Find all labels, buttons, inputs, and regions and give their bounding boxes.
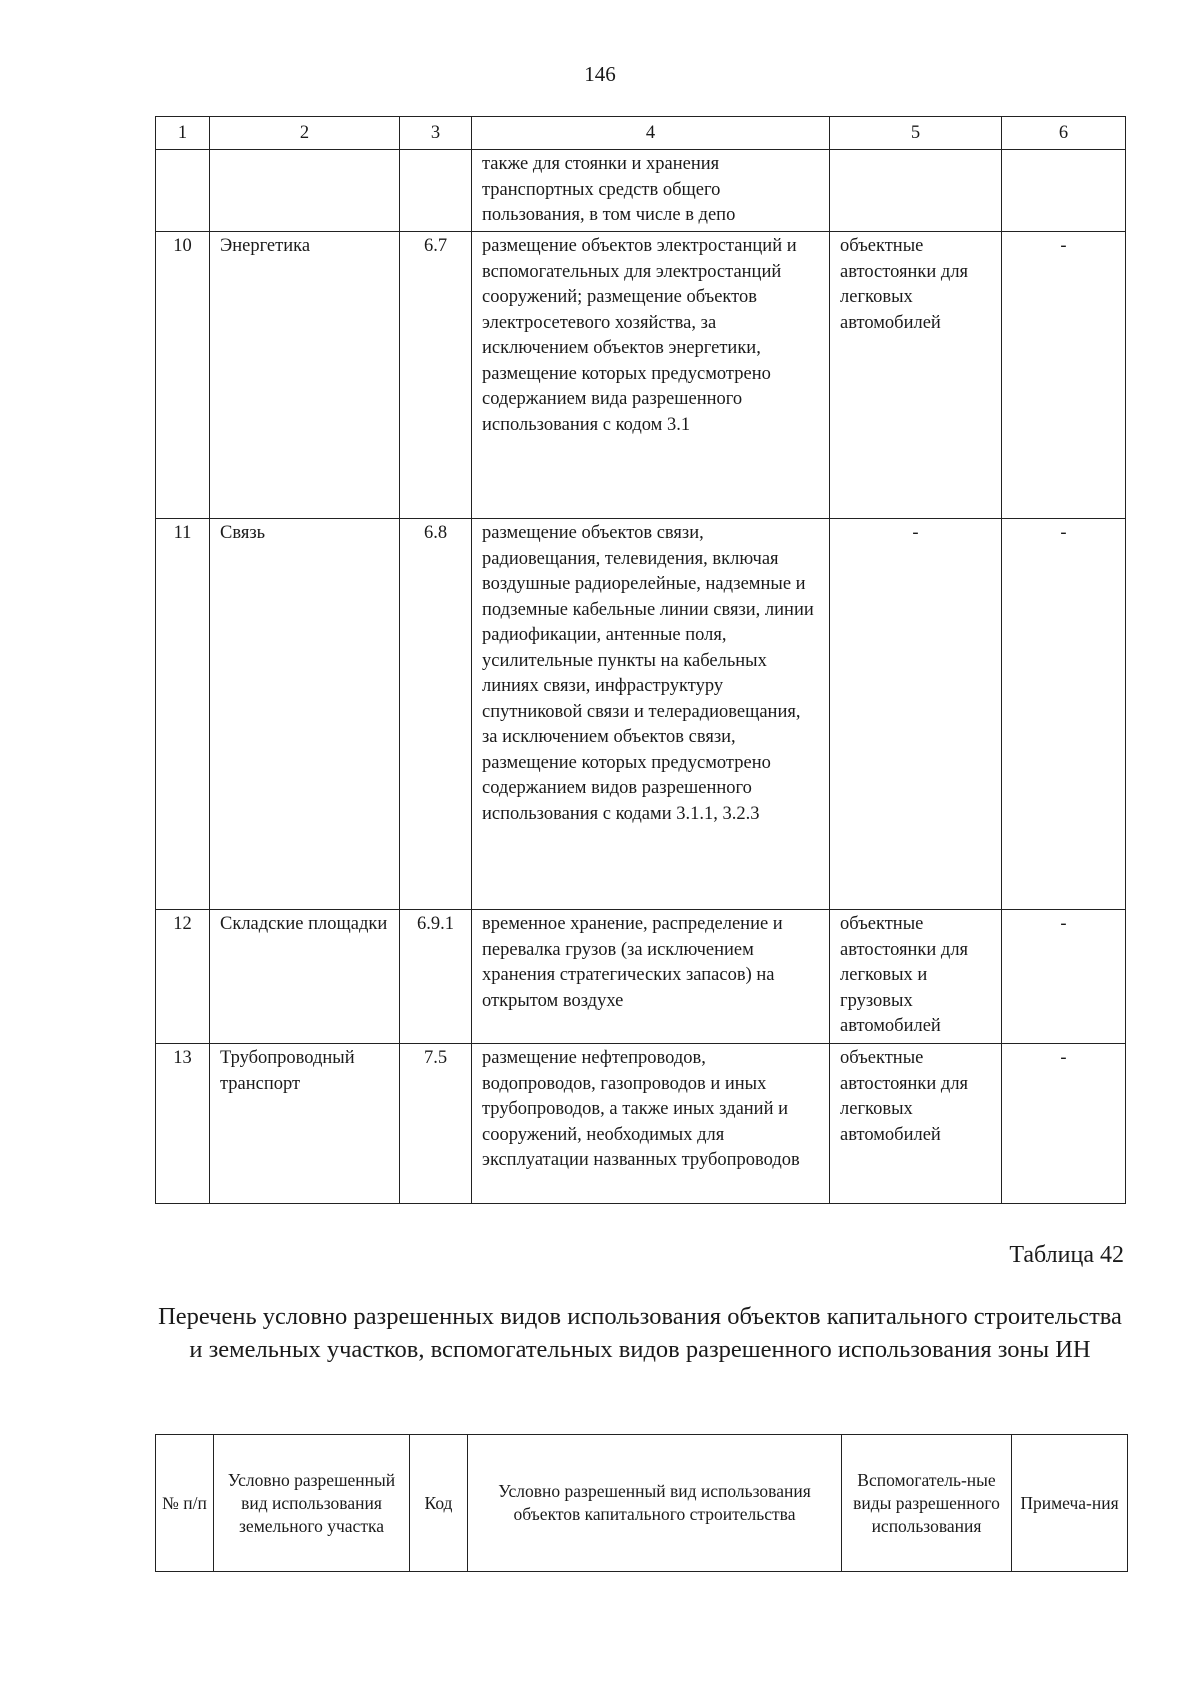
row-notes: - xyxy=(1002,519,1126,910)
row-name: Складские площадки xyxy=(210,910,400,1044)
row-name: Энергетика xyxy=(210,232,400,519)
row-number: 13 xyxy=(156,1044,210,1204)
column-number: 6 xyxy=(1002,117,1126,150)
row-notes: - xyxy=(1002,910,1126,1044)
table-row xyxy=(156,910,1126,1044)
table-row xyxy=(156,1044,1126,1204)
header-num: № п/п xyxy=(156,1435,214,1572)
header-notes: Примеча-ния xyxy=(1012,1435,1128,1572)
row-number: 11 xyxy=(156,519,210,910)
row-number: 12 xyxy=(156,910,210,1044)
header-row xyxy=(156,1435,1128,1572)
row-notes xyxy=(1002,150,1126,232)
row-notes: - xyxy=(1002,232,1126,519)
row-description: временное хранение, распределение и перевалка грузов (за исключением хранения стратегических запасов) на открытом воздухе xyxy=(472,910,830,1044)
row-auxiliary: объектные автостоянки для легковых автомобилей xyxy=(830,1044,1002,1204)
row-auxiliary: объектные автостоянки для легковых автомобилей xyxy=(830,232,1002,519)
table-title: Перечень условно разрешенных видов использования объектов капитального строительства и земельных участков, вспомогательных видов разрешенного использования зоны ИН xyxy=(158,1303,1122,1363)
continued-table xyxy=(155,116,1126,1204)
row-description: также для стоянки и хранения транспортных средств общего пользования, в том числе в депо xyxy=(472,150,830,232)
table-row xyxy=(156,232,1126,519)
page-number: 146 xyxy=(584,62,616,86)
row-description: размещение объектов связи, радиовещания, телевидения, включая воздушные радиорелейные, надземные и подземные кабельные линии связи, линии радиофикации, антенные поля, усилительные пункты на кабельных линиях связи, инфраструктуру спутниковой связи и телерадиовещания, за исключением объектов связи, размещение которых предусмотрено содержанием видов разрешенного использования с кодами 3.1.1, 3.2.3 xyxy=(472,519,830,910)
row-number: 10 xyxy=(156,232,210,519)
row-code xyxy=(400,150,472,232)
row-code: 6.9.1 xyxy=(400,910,472,1044)
column-number: 2 xyxy=(210,117,400,150)
row-auxiliary: - xyxy=(830,519,1002,910)
table-row xyxy=(156,519,1126,910)
row-notes: - xyxy=(1002,1044,1126,1204)
row-code: 7.5 xyxy=(400,1044,472,1204)
header-land-use: Условно разрешенный вид использования земельного участка xyxy=(214,1435,410,1572)
row-name xyxy=(210,150,400,232)
row-description: размещение нефтепроводов, водопроводов, газопроводов и иных трубопроводов, а также иных зданий и сооружений, необходимых для эксплуатации названных трубопроводов xyxy=(472,1044,830,1204)
row-auxiliary: объектные автостоянки для легковых и грузовых автомобилей xyxy=(830,910,1002,1044)
row-description: размещение объектов электростанций и вспомогательных для электростанций сооружений; размещение объектов электросетевого хозяйства, за исключением объектов энергетики, размещение которых предусмотрено содержанием вида разрешенного использования с кодом 3.1 xyxy=(472,232,830,519)
table-label: Таблица 42 xyxy=(1009,1242,1124,1268)
header-building-use: Условно разрешенный вид использования объектов капитального строительства xyxy=(468,1435,842,1572)
header-auxiliary: Вспомогатель-ные виды разрешенного использования xyxy=(842,1435,1012,1572)
row-number xyxy=(156,150,210,232)
header-code: Код xyxy=(410,1435,468,1572)
column-number: 5 xyxy=(830,117,1002,150)
row-code: 6.8 xyxy=(400,519,472,910)
column-number-row xyxy=(156,117,1126,150)
column-number: 4 xyxy=(472,117,830,150)
row-auxiliary xyxy=(830,150,1002,232)
table-42-header xyxy=(155,1434,1128,1572)
table-row xyxy=(156,150,1126,232)
row-name: Трубопроводный транспорт xyxy=(210,1044,400,1204)
column-number: 3 xyxy=(400,117,472,150)
row-name: Связь xyxy=(210,519,400,910)
row-code: 6.7 xyxy=(400,232,472,519)
column-number: 1 xyxy=(156,117,210,150)
